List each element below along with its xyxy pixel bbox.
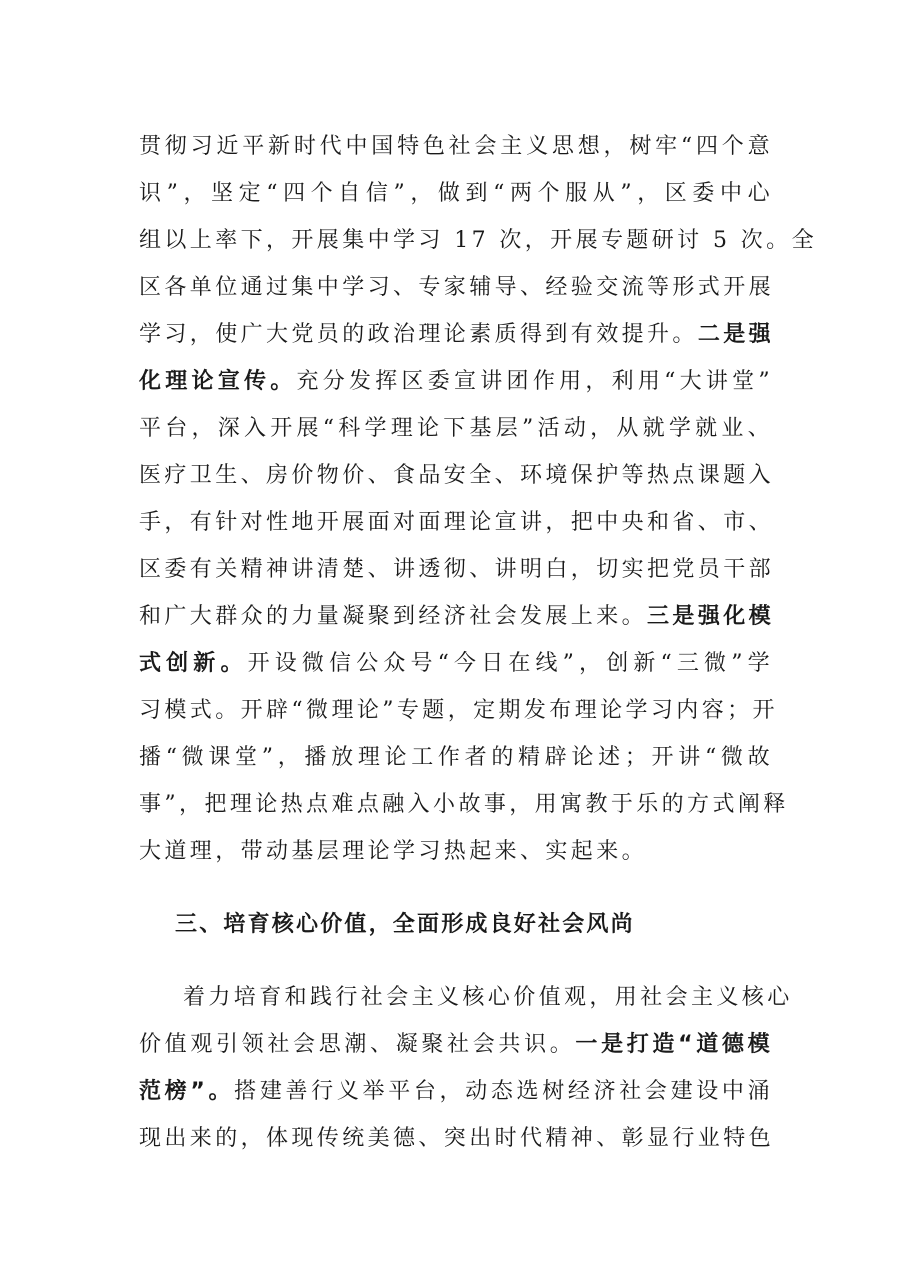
text-run: 组以上率下，开展集中学习 17 次，开展专题研讨 5 次。全 <box>139 228 817 253</box>
document-page <box>139 123 817 1162</box>
text-line <box>139 311 773 358</box>
text-line <box>139 1021 773 1068</box>
text-run: 手，有针对性地开展面对面理论宣讲，把中央和省、市、 <box>139 510 775 535</box>
text-line <box>139 546 773 593</box>
bold-text-run: 一是打造“道德模 <box>575 1032 773 1057</box>
text-run: 价值观引领社会思潮、凝聚社会共识。 <box>139 1032 576 1057</box>
text-line <box>139 217 817 264</box>
text-run: 贯彻习近平新时代中国特色社会主义思想，树牢“四个意 <box>139 134 773 159</box>
text-run: 区委有关精神讲清楚、讲透彻、讲明白，切实把党员干部 <box>139 557 775 582</box>
text-run: 充分发挥区委宣讲团作用，利用“大讲堂” <box>296 369 773 394</box>
section-heading-3: 三、培育核心价值，全面形成良好社会风尚 <box>175 912 635 937</box>
bold-text-run: 式创新。 <box>139 651 248 676</box>
text-line <box>139 1115 773 1162</box>
body-paragraph-2 <box>139 974 793 1162</box>
body-paragraph-1 <box>139 123 817 875</box>
text-line <box>139 358 773 405</box>
text-line <box>139 593 773 640</box>
bold-text-run: 范榜”。 <box>139 1079 235 1104</box>
text-line <box>139 405 773 452</box>
text-run: 播“微课堂”，播放理论工作者的精辟论述；开讲“微故 <box>139 745 773 770</box>
text-run: 习模式。开辟“微理论”专题，定期发布理论学习内容；开 <box>139 698 778 723</box>
text-run: 大道理，带动基层理论学习热起来、实起来。 <box>139 839 648 864</box>
text-line <box>139 828 773 875</box>
bold-text-run: 三是强化模 <box>647 604 775 629</box>
text-run: 平台，深入开展“科学理论下基层”活动，从就学就业、 <box>139 416 773 441</box>
text-line <box>139 781 789 828</box>
text-run: 着力培育和践行社会主义核心价值观，用社会主义核心 <box>183 985 793 1010</box>
text-run: 医疗卫生、房价物价、食品安全、环境保护等热点课题入 <box>139 463 775 488</box>
text-run: 事”，把理论热点难点融入小故事，用寓教于乐的方式阐释 <box>139 792 789 817</box>
text-run: 搭建善行义举平台，动态选树经济社会建设中涌 <box>234 1079 774 1104</box>
bold-text-run: 化理论宣传。 <box>139 369 297 394</box>
text-line <box>139 452 773 499</box>
text-line <box>139 687 778 734</box>
text-run: 和广大群众的力量凝聚到经济社会发展上来。 <box>139 604 648 629</box>
text-line <box>139 499 773 546</box>
bold-text-run: 二是强 <box>697 322 775 347</box>
text-line <box>139 1068 773 1115</box>
text-line <box>139 264 773 311</box>
text-run: 识”，坚定“四个自信”，做到“两个服从”，区委中心 <box>139 181 773 206</box>
text-line <box>139 170 773 217</box>
text-line <box>139 123 773 170</box>
text-run: 学习，使广大党员的政治理论素质得到有效提升。 <box>139 322 698 347</box>
text-line <box>139 974 793 1021</box>
text-line <box>139 640 773 687</box>
text-run: 区各单位通过集中学习、专家辅导、经验交流等形式开展 <box>139 275 775 300</box>
text-run: 现出来的，体现传统美德、突出时代精神、彰显行业特色 <box>139 1126 775 1151</box>
text-line <box>139 734 773 781</box>
text-run: 开设微信公众号“今日在线”，创新“三微”学 <box>247 651 773 676</box>
